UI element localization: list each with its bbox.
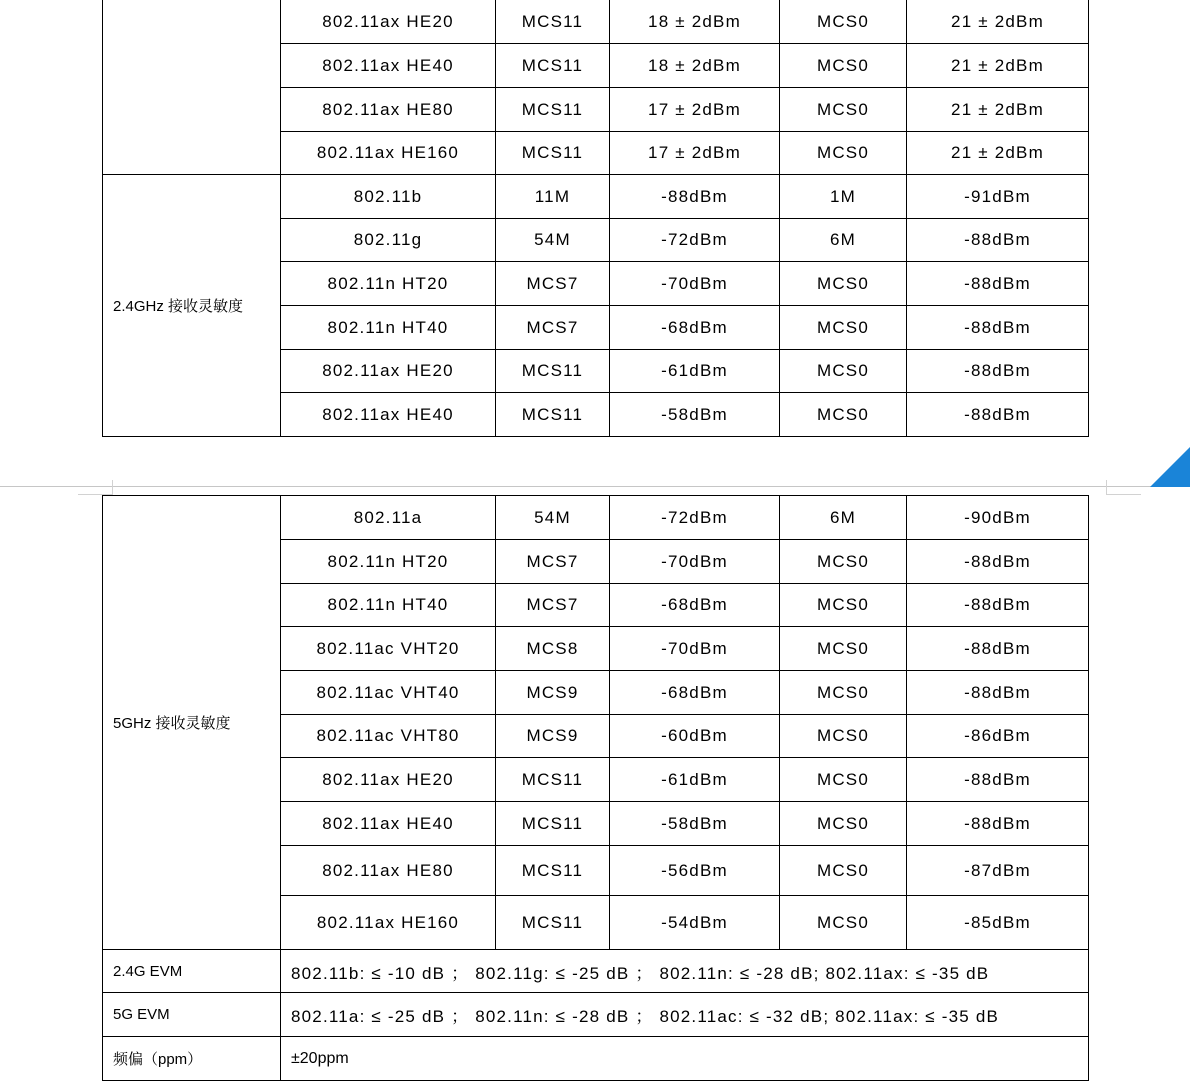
low-rate-value-cell: -88dBm [907,584,1089,627]
mode-cell: 802.11n HT20 [281,262,496,306]
high-rate-value-cell: -70dBm [610,540,780,584]
high-rate-value-cell: -68dBm [610,306,780,350]
mode-cell: 802.11ac VHT80 [281,715,496,758]
spec-table-top [102,0,1089,437]
low-rate-cell: MCS0 [780,306,907,350]
high-rate-cell: MCS11 [496,393,610,437]
mode-cell: 802.11ax HE80 [281,846,496,896]
high-rate-cell: MCS7 [496,540,610,584]
table-row [103,993,1089,1037]
scroll-position-marker[interactable] [1150,447,1190,487]
low-rate-value-cell: -88dBm [907,219,1089,262]
low-rate-value-cell: -86dBm [907,715,1089,758]
low-rate-value-cell: 21 ± 2dBm [907,88,1089,132]
low-rate-cell: MCS0 [780,262,907,306]
high-rate-value-cell: -60dBm [610,715,780,758]
page-break-line [0,486,1190,487]
low-rate-cell: MCS0 [780,802,907,846]
high-rate-value-cell: -68dBm [610,584,780,627]
low-rate-value-cell: 21 ± 2dBm [907,44,1089,88]
mode-cell: 802.11ax HE20 [281,0,496,44]
mode-cell: 802.11ax HE40 [281,393,496,437]
high-rate-value-cell: -58dBm [610,802,780,846]
sens-24g-label: 2.4GHz 接收灵敏度 [103,175,281,437]
high-rate-value-cell: -56dBm [610,846,780,896]
low-rate-cell: 1M [780,175,907,219]
mode-cell: 802.11b [281,175,496,219]
high-rate-cell: MCS8 [496,627,610,671]
low-rate-value-cell: -88dBm [907,802,1089,846]
high-rate-value-cell: -54dBm [610,896,780,950]
high-rate-cell: MCS11 [496,0,610,44]
mode-cell: 802.11ax HE20 [281,350,496,393]
high-rate-value-cell: -72dBm [610,219,780,262]
evm-24g-value: 802.11b: ≤ -10 dB ； 802.11g: ≤ -25 dB ； 802.11n: ≤ -28 dB; 802.11ax: ≤ -35 dB [281,950,1089,993]
mode-cell: 802.11ax HE40 [281,44,496,88]
freq-offset-label: 频偏（ppm） [103,1037,281,1081]
high-rate-value-cell: -58dBm [610,393,780,437]
low-rate-cell: MCS0 [780,627,907,671]
low-rate-value-cell: -88dBm [907,758,1089,802]
low-rate-cell: MCS0 [780,896,907,950]
mode-cell: 802.11ac VHT20 [281,627,496,671]
high-rate-cell: MCS11 [496,802,610,846]
high-rate-value-cell: 17 ± 2dBm [610,132,780,175]
low-rate-value-cell: -88dBm [907,540,1089,584]
high-rate-value-cell: 18 ± 2dBm [610,44,780,88]
high-rate-value-cell: -61dBm [610,350,780,393]
low-rate-value-cell: -85dBm [907,896,1089,950]
high-rate-cell: MCS11 [496,758,610,802]
evm-5g-value: 802.11a: ≤ -25 dB ； 802.11n: ≤ -28 dB ； 802.11ac: ≤ -32 dB; 802.11ax: ≤ -35 dB [281,993,1089,1037]
high-rate-cell: MCS11 [496,846,610,896]
low-rate-cell: 6M [780,496,907,540]
mode-cell: 802.11ax HE160 [281,896,496,950]
low-rate-value-cell: 21 ± 2dBm [907,0,1089,44]
high-rate-value-cell: -72dBm [610,496,780,540]
low-rate-cell: MCS0 [780,132,907,175]
low-rate-cell: MCS0 [780,350,907,393]
table-row [103,496,1089,540]
low-rate-cell: MCS0 [780,44,907,88]
high-rate-cell: 11M [496,175,610,219]
table-row [103,950,1089,993]
low-rate-value-cell: -91dBm [907,175,1089,219]
mode-cell: 802.11n HT40 [281,584,496,627]
low-rate-cell: MCS0 [780,715,907,758]
high-rate-value-cell: -88dBm [610,175,780,219]
mode-cell: 802.11a [281,496,496,540]
low-rate-cell: MCS0 [780,671,907,715]
low-rate-value-cell: -88dBm [907,627,1089,671]
high-rate-cell: MCS9 [496,671,610,715]
table-row [103,1037,1089,1081]
high-rate-cell: 54M [496,496,610,540]
high-rate-value-cell: -68dBm [610,671,780,715]
high-rate-cell: MCS7 [496,306,610,350]
low-rate-cell: MCS0 [780,584,907,627]
high-rate-cell: MCS7 [496,262,610,306]
low-rate-value-cell: -88dBm [907,350,1089,393]
sens-5g-label: 5GHz 接收灵敏度 [103,496,281,950]
low-rate-cell: MCS0 [780,540,907,584]
mode-cell: 802.11ax HE80 [281,88,496,132]
high-rate-cell: MCS9 [496,715,610,758]
low-rate-value-cell: -88dBm [907,306,1089,350]
low-rate-cell: MCS0 [780,0,907,44]
high-rate-cell: MCS11 [496,88,610,132]
mode-cell: 802.11ax HE40 [281,802,496,846]
low-rate-value-cell: -90dBm [907,496,1089,540]
high-rate-cell: MCS7 [496,584,610,627]
page-corner-mark-right [1106,480,1141,495]
high-rate-cell: MCS11 [496,896,610,950]
low-rate-value-cell: -88dBm [907,671,1089,715]
evm-5g-label: 5G EVM [103,993,281,1037]
low-rate-value-cell: 21 ± 2dBm [907,132,1089,175]
table-row [103,0,1089,44]
evm-24g-label: 2.4G EVM [103,950,281,993]
low-rate-cell: MCS0 [780,846,907,896]
low-rate-cell: MCS0 [780,758,907,802]
freq-offset-value: ±20ppm [281,1037,1089,1081]
mode-cell: 802.11n HT20 [281,540,496,584]
label-cell-continued [103,0,281,175]
mode-cell: 802.11ax HE160 [281,132,496,175]
mode-cell: 802.11n HT40 [281,306,496,350]
high-rate-value-cell: -70dBm [610,262,780,306]
high-rate-cell: MCS11 [496,132,610,175]
mode-cell: 802.11g [281,219,496,262]
page-corner-mark-left [78,480,113,495]
low-rate-value-cell: -88dBm [907,262,1089,306]
table-row [103,175,1089,219]
low-rate-value-cell: -87dBm [907,846,1089,896]
mode-cell: 802.11ax HE20 [281,758,496,802]
high-rate-value-cell: 18 ± 2dBm [610,0,780,44]
high-rate-cell: MCS11 [496,44,610,88]
low-rate-cell: MCS0 [780,393,907,437]
mode-cell: 802.11ac VHT40 [281,671,496,715]
high-rate-value-cell: -70dBm [610,627,780,671]
low-rate-cell: 6M [780,219,907,262]
high-rate-cell: 54M [496,219,610,262]
low-rate-value-cell: -88dBm [907,393,1089,437]
high-rate-value-cell: 17 ± 2dBm [610,88,780,132]
spec-table-bottom [102,495,1089,1081]
high-rate-value-cell: -61dBm [610,758,780,802]
high-rate-cell: MCS11 [496,350,610,393]
low-rate-cell: MCS0 [780,88,907,132]
